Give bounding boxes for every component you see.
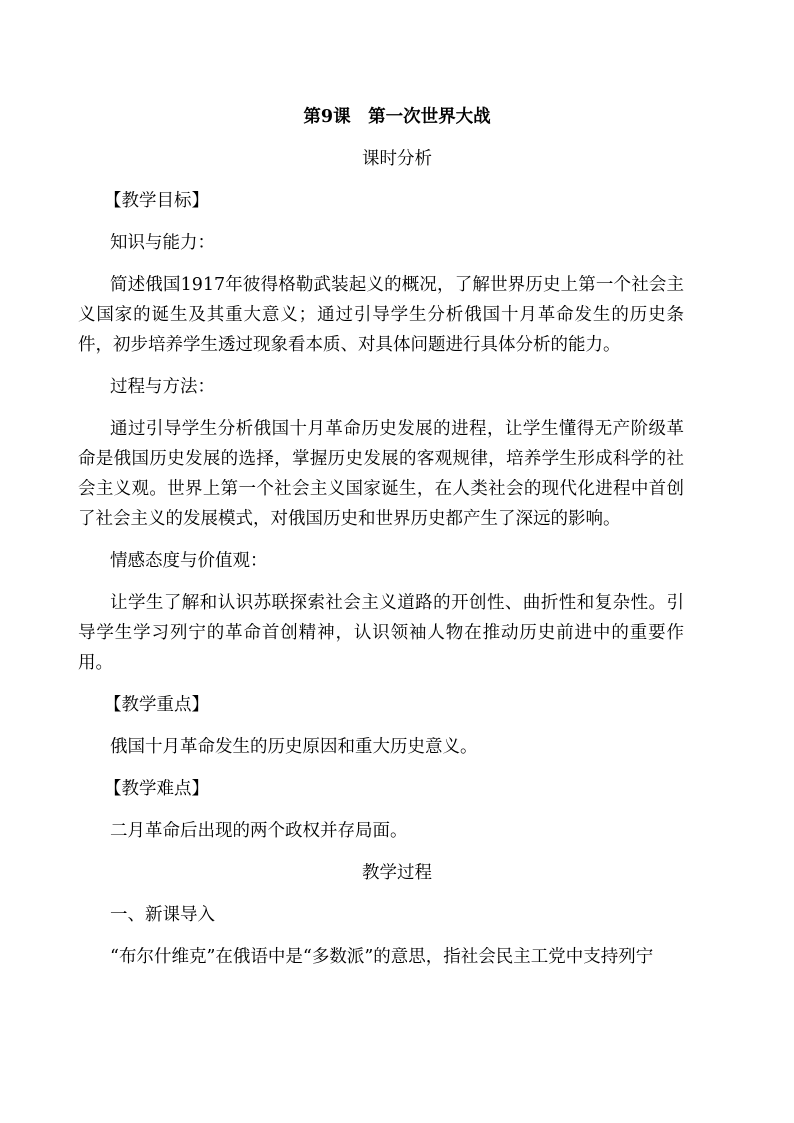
section-heading-goals: 【教学目标】 (104, 191, 209, 211)
difficult-point-text: 二月革命后出现的两个政权并存局面。 (110, 821, 408, 841)
lesson-title: 第9课 第一次世界大战 (303, 107, 491, 127)
emotion-heading: 情感态度与价值观： (110, 551, 268, 571)
intro-heading: 一、新课导入 (110, 905, 215, 925)
section-heading-key: 【教学重点】 (104, 695, 209, 715)
lesson-subtitle: 课时分析 (362, 149, 432, 169)
document-page (78, 102, 684, 984)
section-heading-difficult: 【教学难点】 (104, 779, 209, 799)
key-point-text: 俄国十月革命发生的历史原因和重大历史意义。 (110, 737, 478, 757)
process-heading: 过程与方法： (110, 377, 215, 397)
intro-paragraph: “布尔什维克”在俄语中是“多数派”的意思，指社会民主工党中支持列宁 (110, 947, 654, 967)
knowledge-heading: 知识与能力： (110, 233, 215, 253)
process-paragraph: 通过引导学生分析俄国十月革命历史发展的进程，让学生懂得无产阶级革命是俄国历史发展的选择，掌握历史发展的客观规律，培养学生形成科学的社会主义观。世界上第一个社会主义国家诞生，在人类社会的现代化进程中首创了社会主义的发展模式，对俄国历史和世界历史都产生了深远的影响。 (78, 419, 684, 529)
emotion-paragraph: 让学生了解和认识苏联探索社会主义道路的开创性、曲折性和复杂性。引导学生学习列宁的革命首创精神，认识领袖人物在推动历史前进中的重要作用。 (78, 593, 684, 673)
knowledge-paragraph: 简述俄国1917年彼得格勒武装起义的概况，了解世界历史上第一个社会主义国家的诞生及其重大意义；通过引导学生分析俄国十月革命发生的历史条件，初步培养学生透过现象看本质、对具体问题进行具体分析的能力。 (78, 275, 684, 355)
teaching-process-title: 教学过程 (362, 863, 432, 883)
